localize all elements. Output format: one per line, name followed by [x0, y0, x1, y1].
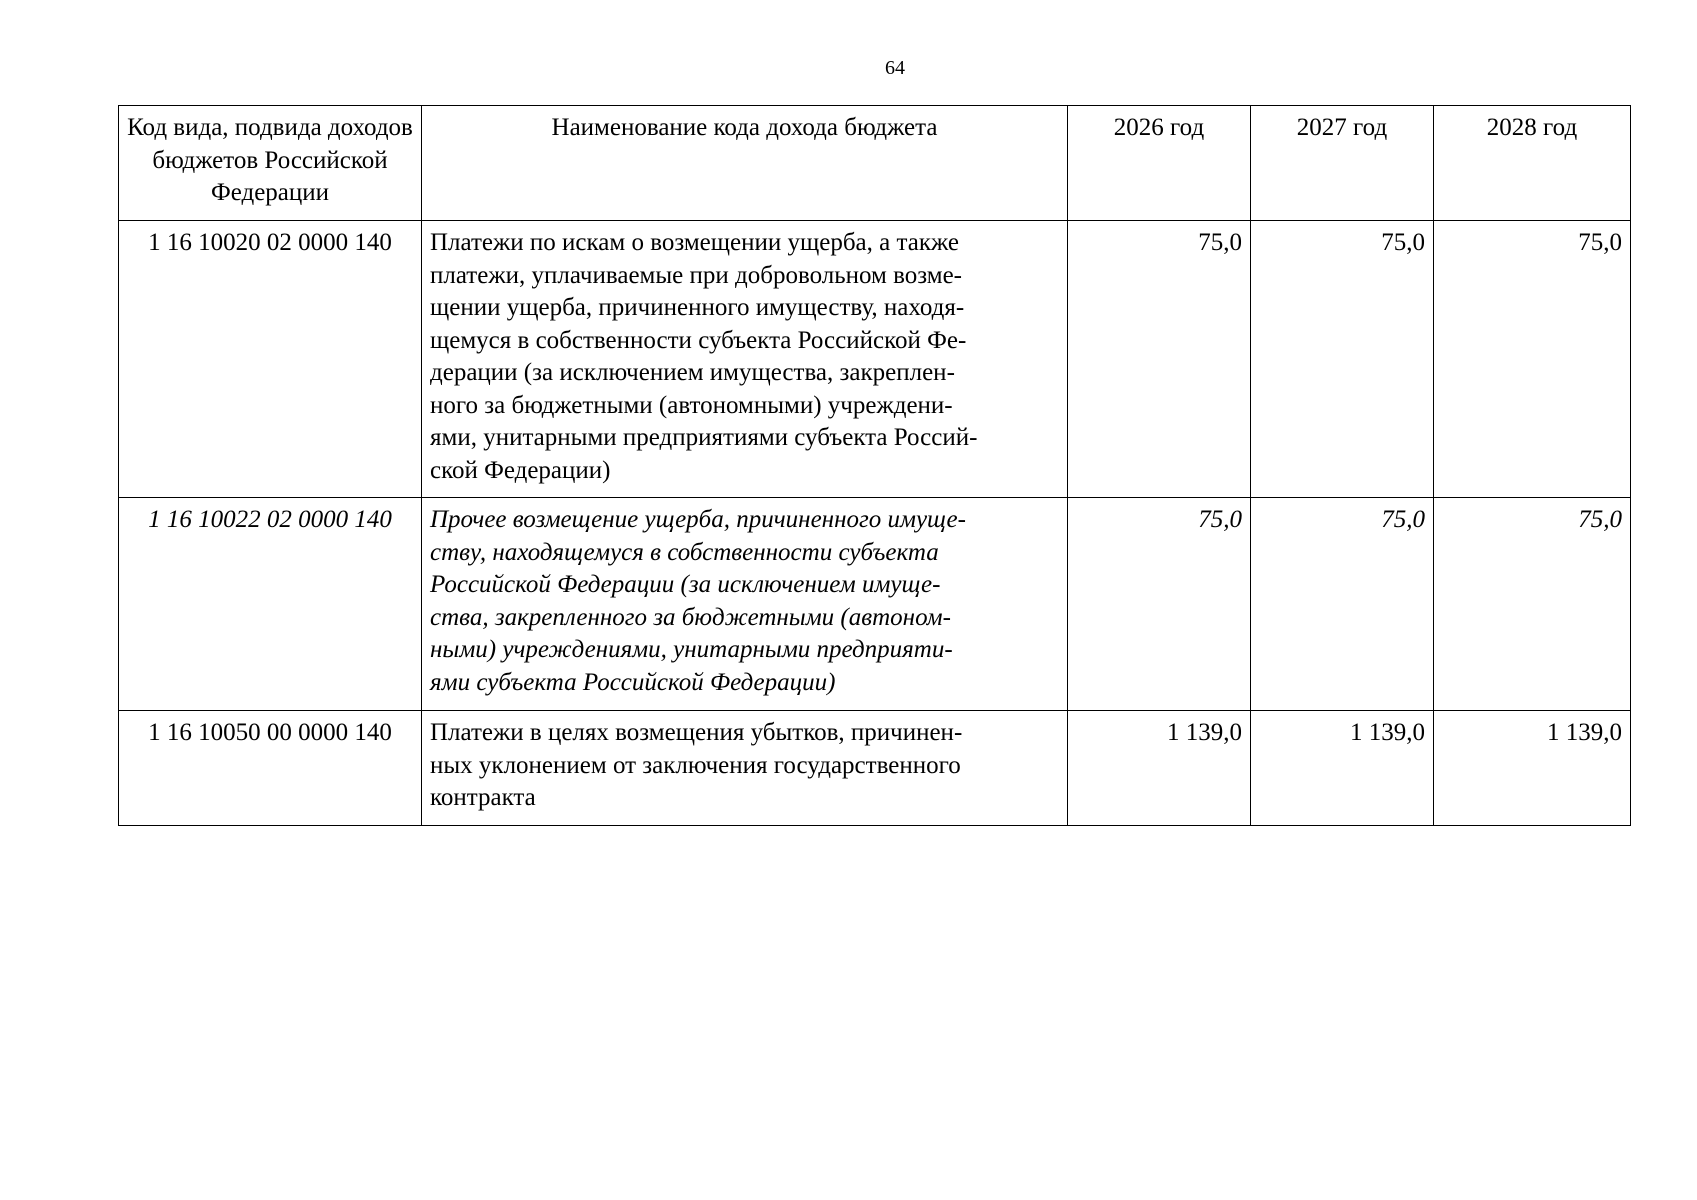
row-name: Платежи по искам о возмещении ущерба, а также платежи, уплачиваемые при добровольном возме- щении ущерба, причиненного имуществу, находя- щемуся в собственности субъекта Российской Фе- дерации (за исключением имущества, закреплен- ного за бюджетными (автономными) учреждени- ями, унитарными предприятиями субъекта Россий- ской Федерации) — [422, 221, 1068, 498]
row-value-2026: 75,0 — [1068, 221, 1251, 498]
row-name: Платежи в целях возмещения убытков, причинен- ных уклонением от заключения государственного контракта — [422, 711, 1068, 826]
row-value-2026: 1 139,0 — [1068, 711, 1251, 826]
header-2026: 2026 год — [1068, 106, 1251, 221]
row-value-2026: 75,0 — [1068, 498, 1251, 711]
row-value-2028: 1 139,0 — [1434, 711, 1631, 826]
header-code: Код вида, подвида доходов бюджетов Российской Федерации — [119, 106, 422, 221]
table-row — [119, 711, 1631, 826]
budget-revenue-table — [118, 105, 1631, 826]
row-code: 1 16 10050 00 0000 140 — [119, 711, 422, 826]
table-row — [119, 221, 1631, 498]
row-value-2028: 75,0 — [1434, 498, 1631, 711]
row-value-2027: 75,0 — [1251, 221, 1434, 498]
header-2027: 2027 год — [1251, 106, 1434, 221]
row-code: 1 16 10020 02 0000 140 — [119, 221, 422, 498]
row-value-2027: 1 139,0 — [1251, 711, 1434, 826]
header-name: Наименование кода дохода бюджета — [422, 106, 1068, 221]
header-2028: 2028 год — [1434, 106, 1631, 221]
table-header-row — [119, 106, 1631, 221]
row-name: Прочее возмещение ущерба, причиненного имуще- ству, находящемуся в собственности субъекта Российской Федерации (за исключением имуще- ства, закрепленного за бюджетными (автоном- ными) учреждениями, унитарными предприяти- ями субъекта Российской Федерации) — [422, 498, 1068, 711]
row-code: 1 16 10022 02 0000 140 — [119, 498, 422, 711]
page-number: 64 — [885, 57, 905, 79]
row-value-2027: 75,0 — [1251, 498, 1434, 711]
row-value-2028: 75,0 — [1434, 221, 1631, 498]
table-row — [119, 498, 1631, 711]
